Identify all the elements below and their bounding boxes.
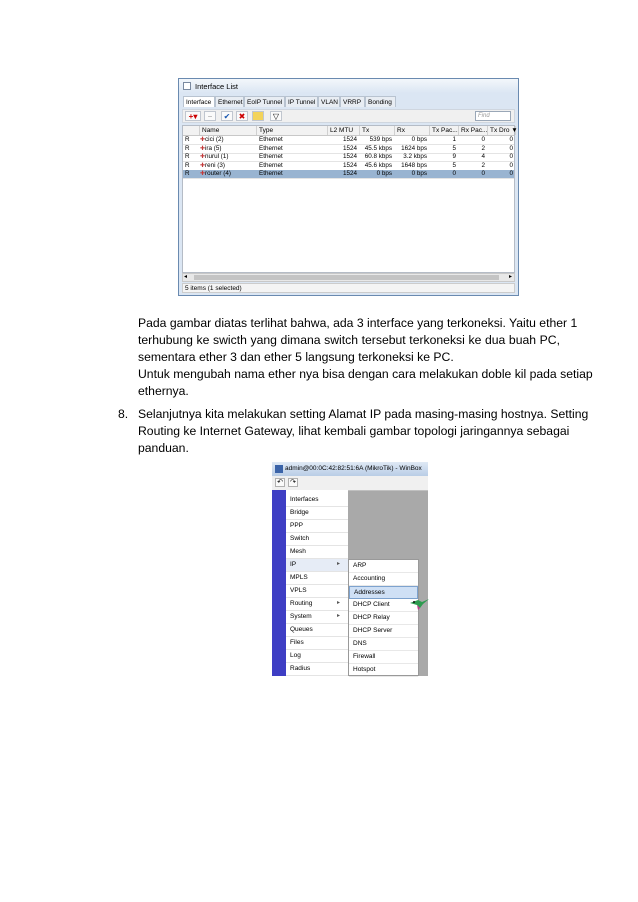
menu-item-label: Switch (290, 535, 310, 542)
cell-mtu: 1524 (342, 144, 357, 152)
add-button[interactable]: +▾ (185, 111, 201, 121)
tab-eoip-tunnel[interactable]: EoIP Tunnel (244, 96, 285, 107)
menu-item-label: Radius (290, 665, 311, 672)
table-row[interactable] (183, 170, 514, 179)
cell-tx: 45.5 kbps (364, 144, 392, 152)
col-rx[interactable]: Rx (395, 126, 430, 135)
submenu-item-accounting[interactable] (349, 573, 418, 586)
menu-item-label: Mesh (290, 548, 306, 555)
submenu-item-label: DHCP Relay (353, 614, 390, 621)
text-line: sementara ether 3 dan ether 5 langsung terkoneksi ke PC. (138, 350, 454, 364)
interface-icon: ✚ (200, 137, 206, 143)
interface-list-window (178, 78, 519, 296)
text-line: Routing ke Internet Gateway, lihat kembali gambar topologi jaringannya sebagai (138, 424, 570, 438)
winbox-window (272, 462, 428, 676)
paragraph-interfaces (138, 315, 593, 400)
text-line: terhubung ke swicth yang dimana switch tersebut terkoneksi ke dua buah PC, (138, 333, 560, 347)
menu-item-system[interactable] (286, 611, 348, 624)
submenu-item-dhcp-relay[interactable] (349, 612, 418, 625)
menu-item-label: Log (290, 652, 301, 659)
cell-name (200, 153, 257, 161)
menu-item-mesh[interactable] (286, 546, 348, 559)
status-bar: 5 items (1 selected) (182, 283, 515, 293)
submenu-item-label: DHCP Client (353, 601, 390, 608)
cell-type: Ethernet (259, 170, 283, 178)
menu-item-ppp[interactable] (286, 520, 348, 533)
cell-rxp: 2 (481, 161, 485, 169)
cell-mtu: 1524 (342, 161, 357, 169)
cell-rxp: 4 (481, 153, 485, 161)
cell-type: Ethernet (259, 144, 283, 152)
submenu-item-label: Firewall (353, 653, 376, 660)
menu-item-label: Files (290, 639, 304, 646)
interface-name: reni (3) (205, 161, 225, 169)
interface-icon: ✚ (200, 154, 206, 161)
winbox-titlebar (272, 462, 428, 476)
submenu-item-label: DHCP Server (353, 627, 393, 634)
interface-name: router (4) (205, 170, 231, 178)
cell-txp: 0 (452, 170, 456, 178)
table-header (183, 126, 518, 136)
scroll-right-icon[interactable]: ▸ (508, 274, 512, 280)
winbox-toolbar (272, 476, 428, 491)
cell-rxp: 0 (481, 170, 485, 178)
scroll-left-icon[interactable]: ◂ (184, 274, 188, 280)
submenu-item-hotspot[interactable] (349, 664, 418, 677)
cell-rxp: 2 (481, 144, 485, 152)
toolbar (182, 109, 515, 123)
horizontal-scrollbar[interactable] (182, 273, 515, 282)
filter-icon[interactable]: ▽ (270, 111, 282, 121)
find-input[interactable]: Find (475, 111, 511, 121)
cell-rx: 0 bps (411, 136, 427, 143)
menu-item-label: Queues (290, 626, 313, 633)
col-l2mtu[interactable]: L2 MTU (328, 126, 360, 135)
menu-item-queues[interactable] (286, 624, 348, 637)
cell-tx: 60.8 kbps (364, 153, 392, 161)
cell-rx: 0 bps (411, 170, 427, 178)
cell-type: Ethernet (259, 136, 283, 143)
menu-item-label: VPLS (290, 587, 307, 594)
menu-item-label: Interfaces (290, 496, 319, 503)
col-rx-packets[interactable]: Rx Pac... (461, 127, 488, 134)
submenu-item-firewall[interactable] (349, 651, 418, 664)
cell-txd: 0 (509, 161, 513, 169)
col-tx[interactable]: Tx (360, 126, 395, 135)
menu-item-label: System (290, 613, 312, 620)
cell-flag: R (185, 136, 190, 143)
list-number: 8. (118, 407, 129, 421)
menu-item-vpls[interactable] (286, 585, 348, 598)
interface-name: cici (2) (205, 136, 224, 143)
menu-item-files[interactable] (286, 637, 348, 650)
winbox-main-menu (286, 490, 348, 676)
menu-item-bridge[interactable] (286, 507, 348, 520)
menu-item-routing[interactable] (286, 598, 348, 611)
menu-item-label: MPLS (290, 574, 308, 581)
cell-tx: 539 bps (369, 136, 392, 143)
winbox-sidebar-strip (272, 490, 286, 676)
mouse-cursor-icon (408, 595, 430, 611)
cell-flag: R (185, 161, 190, 169)
tab-vrrp[interactable]: VRRP (340, 96, 365, 107)
cell-flag: R (185, 170, 190, 178)
cell-txd: 0 (509, 136, 513, 143)
submenu-arrow-icon: ▸ (337, 613, 341, 619)
submenu-item-label: Addresses (354, 589, 385, 596)
menu-item-label: PPP (290, 522, 304, 529)
remove-button[interactable]: − (204, 111, 216, 121)
cell-rxp: 0 (481, 136, 485, 143)
cell-rx: 1624 bps (401, 144, 427, 152)
cell-name (200, 162, 257, 170)
enable-button[interactable]: ✔ (221, 111, 233, 121)
submenu-item-dns[interactable] (349, 638, 418, 651)
winbox-title: admin@00:0C:42:82:51:6A (MikroTik) - WinBox (285, 465, 422, 472)
interface-name: ira (5) (205, 144, 222, 152)
comment-button[interactable] (252, 111, 264, 121)
col-flag[interactable] (183, 126, 200, 135)
cell-txd: 0 (509, 170, 513, 178)
menu-item-label: IP (290, 561, 297, 568)
cell-txp: 9 (452, 153, 456, 161)
cell-name (200, 170, 257, 178)
tab-bonding[interactable]: Bonding (365, 96, 396, 107)
disable-button[interactable]: ✖ (236, 111, 248, 121)
submenu-item-dhcp-server[interactable] (349, 625, 418, 638)
col-name[interactable]: Name (200, 126, 257, 135)
cell-mtu: 1524 (342, 170, 357, 178)
cell-rx: 3.2 kbps (403, 153, 427, 161)
text-line: Pada gambar diatas terlihat bahwa, ada 3 interface yang terkoneksi. Yaitu ether 1 (138, 316, 578, 330)
interface-icon: ✚ (200, 171, 206, 178)
cell-type: Ethernet (259, 161, 283, 169)
menu-item-interfaces[interactable] (286, 494, 348, 507)
ip-submenu (348, 559, 419, 676)
text-line: panduan. (138, 441, 189, 455)
undo-icon[interactable]: ↶ (275, 478, 285, 487)
col-tx-packets[interactable]: Tx Pac... (432, 127, 458, 134)
text-line: ethernya. (138, 384, 189, 398)
cell-txp: 5 (452, 144, 456, 152)
paragraph-step-8 (138, 406, 589, 457)
cell-name (200, 145, 257, 153)
submenu-item-label: DNS (353, 640, 367, 647)
menu-item-radius[interactable] (286, 663, 348, 676)
menu-item-mpls[interactable] (286, 572, 348, 585)
cell-type: Ethernet (259, 153, 283, 161)
menu-item-switch[interactable] (286, 533, 348, 546)
submenu-item-label: Accounting (353, 575, 386, 582)
menu-item-label: Bridge (290, 509, 309, 516)
col-tx-drops[interactable]: Tx Dro ▼ (490, 127, 518, 134)
cell-tx: 0 bps (376, 170, 392, 178)
interface-icon: ✚ (200, 162, 206, 169)
cell-tx: 45.6 kbps (364, 161, 392, 169)
cell-txp: 5 (452, 161, 456, 169)
tab-interface[interactable]: Interface (183, 96, 215, 107)
submenu-arrow-icon: ▸ (337, 561, 341, 567)
tab-ethernet[interactable]: Ethernet (215, 96, 244, 107)
cell-mtu: 1524 (342, 136, 357, 143)
cell-flag: R (185, 153, 190, 161)
window-icon (183, 82, 191, 90)
text-line: Untuk mengubah nama ether nya bisa dengan cara melakukan doble kil pada setiap (138, 367, 593, 381)
cell-mtu: 1524 (342, 153, 357, 161)
winbox-icon (275, 465, 283, 473)
submenu-arrow-icon: ▸ (337, 600, 341, 606)
interface-icon: ✚ (200, 145, 206, 152)
interface-name: nurul (1) (205, 153, 229, 161)
scroll-thumb[interactable] (194, 275, 499, 280)
menu-item-ip[interactable] (286, 559, 348, 572)
menu-item-label: Routing (290, 600, 313, 607)
interface-table (182, 125, 518, 273)
submenu-item-label: Hotspot (353, 666, 376, 673)
window-titlebar (179, 79, 518, 93)
cell-flag: R (185, 144, 190, 152)
cell-txd: 0 (509, 153, 513, 161)
col-type[interactable]: Type (257, 126, 328, 135)
text-line: Selanjutnya kita melakukan setting Alamat IP pada masing-masing hostnya. Setting (138, 407, 589, 421)
tab-vlan[interactable]: VLAN (318, 96, 340, 107)
menu-item-log[interactable] (286, 650, 348, 663)
submenu-item-arp[interactable] (349, 560, 418, 573)
window-title: Interface List (195, 82, 238, 91)
cell-txd: 0 (509, 144, 513, 152)
cell-txp: 1 (452, 136, 456, 143)
cell-rx: 1648 bps (401, 161, 427, 169)
redo-icon[interactable]: ↷ (288, 478, 298, 487)
submenu-item-label: ARP (353, 562, 367, 569)
cell-name (200, 136, 257, 144)
tab-ip-tunnel[interactable]: IP Tunnel (285, 96, 318, 107)
